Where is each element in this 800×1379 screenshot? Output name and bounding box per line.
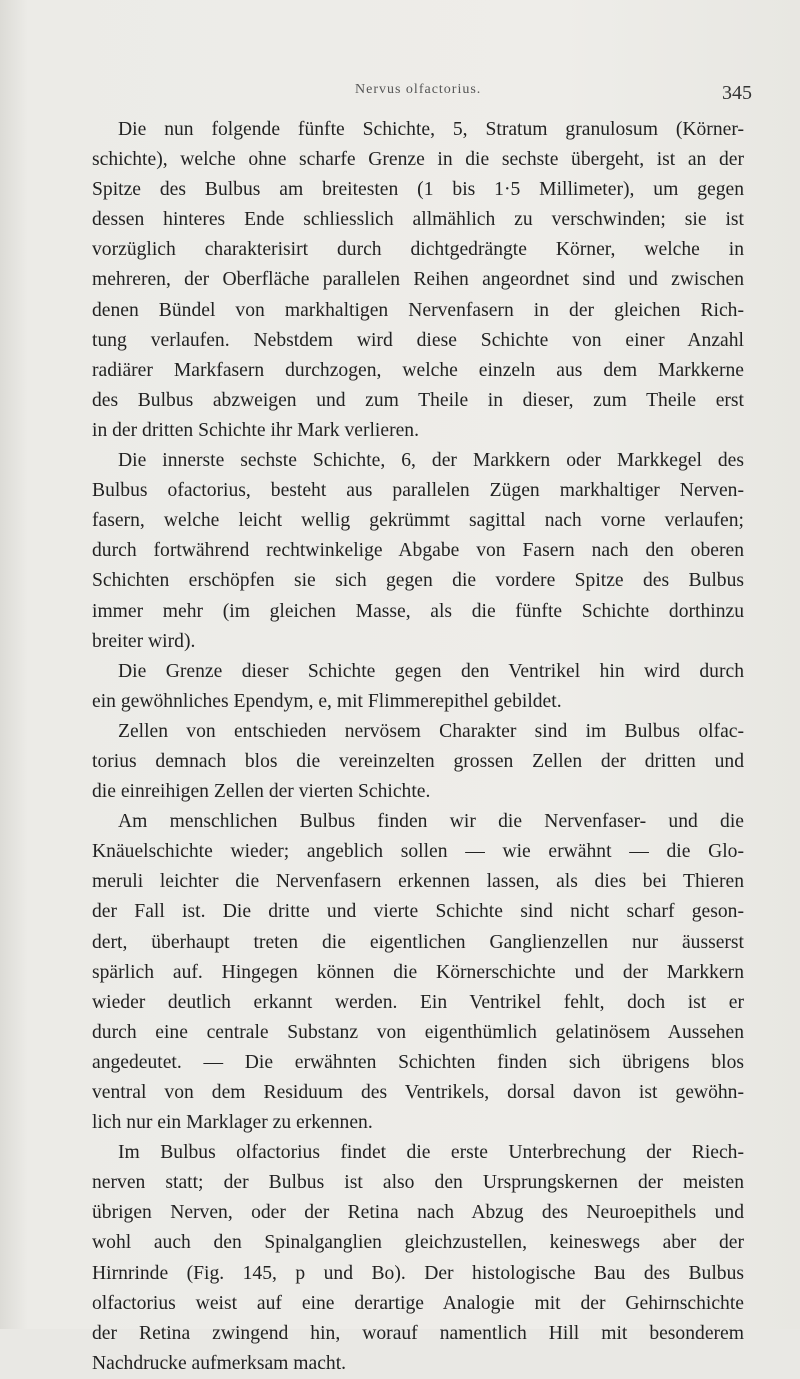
text-line: Schichten erschöpfen sie sich gegen die vordere Spitze des Bulbus: [92, 570, 744, 592]
text-line: radiärer Markfasern durchzogen, welche einzeln aus dem Markkerne: [92, 359, 744, 381]
text-line: angedeutet. — Die erwähnten Schichten finden sich übrigens blos: [92, 1051, 744, 1073]
text-line: torius demnach blos die vereinzelten grossen Zellen der dritten und: [92, 750, 744, 772]
text-line: Hirnrinde (Fig. 145, p und Bo). Der histologische Bau des Bulbus: [92, 1262, 744, 1284]
text-line: vorzüglich charakterisirt durch dichtgedrängte Körner, welche in: [92, 239, 744, 261]
text-line: nerven statt; der Bulbus ist also den Ursprungskernen der meisten: [92, 1172, 744, 1194]
text-line: dert, überhaupt treten die eigentlichen Ganglienzellen nur äusserst: [92, 931, 744, 953]
running-head: Nervus olfactorius.: [355, 82, 482, 97]
text-line: dessen hinteres Ende schliesslich allmählich zu verschwinden; sie ist: [92, 209, 744, 231]
text-line: olfactorius weist auf eine derartige Analogie mit der Gehirnschichte: [92, 1292, 744, 1314]
text-line: ein gewöhnliches Ependym, e, mit Flimmerepithel gebildet.: [92, 690, 562, 712]
text-line: lich nur ein Marklager zu erkennen.: [92, 1112, 373, 1134]
text-line: des Bulbus abzweigen und zum Theile in dieser, zum Theile erst: [92, 389, 744, 411]
text-line: Spitze des Bulbus am breitesten (1 bis 1·5 Millimeter), um gegen: [92, 179, 744, 201]
text-line: Bulbus ofactorius, besteht aus parallelen Zügen markhaltiger Nerven-: [92, 480, 744, 502]
text-line: breiter wird).: [92, 630, 196, 652]
text-line: tung verlaufen. Nebstdem wird diese Schichte von einer Anzahl: [92, 329, 744, 351]
body-text: [92, 115, 744, 1379]
text-line: Die nun folgende fünfte Schichte, 5, Stratum granulosum (Körner-: [118, 119, 744, 140]
text-line: wieder deutlich erkannt werden. Ein Ventrikel fehlt, doch ist er: [92, 991, 744, 1013]
text-line: Am menschlichen Bulbus finden wir die Nervenfaser- und die: [118, 811, 744, 833]
text-line: schichte), welche ohne scharfe Grenze in die sechste übergeht, ist an der: [92, 149, 744, 171]
text-line: in der dritten Schichte ihr Mark verlieren.: [92, 419, 419, 441]
text-line: durch eine centrale Substanz von eigenthümlich gelatinösem Aussehen: [92, 1021, 744, 1043]
text-line: Die Grenze dieser Schichte gegen den Ventrikel hin wird durch: [118, 660, 744, 682]
page-number: 345: [722, 82, 752, 104]
text-line: Im Bulbus olfactorius findet die erste Unterbrechung der Riech-: [118, 1142, 744, 1164]
text-line: wohl auch den Spinalganglien gleichzustellen, keineswegs aber der: [92, 1232, 744, 1254]
text-line: Zellen von entschieden nervösem Charakter sind im Bulbus olfac-: [118, 720, 744, 742]
text-line: spärlich auf. Hingegen können die Körnerschichte und der Markkern: [92, 961, 744, 983]
text-line: die einreihigen Zellen der vierten Schichte.: [92, 781, 431, 803]
text-line: mehreren, der Oberfläche parallelen Reihen angeordnet sind und zwischen: [92, 269, 744, 291]
text-line: übrigen Nerven, oder der Retina nach Abzug des Neuroepithels und: [92, 1202, 744, 1224]
text-line: immer mehr (im gleichen Masse, als die fünfte Schichte dorthinzu: [92, 600, 744, 622]
text-line: der Retina zwingend hin, worauf namentlich Hill mit besonderem: [92, 1322, 744, 1344]
text-line: Nachdrucke aufmerksam macht.: [92, 1352, 347, 1374]
page-header: [0, 82, 800, 112]
text-line: der Fall ist. Die dritte und vierte Schichte sind nicht scharf geson-: [92, 901, 744, 923]
text-line: denen Bündel von markhaltigen Nervenfasern in der gleichen Rich-: [92, 299, 744, 321]
text-line: Die innerste sechste Schichte, 6, der Markkern oder Markkegel des: [118, 450, 744, 472]
text-line: meruli leichter die Nervenfasern erkennen lassen, als dies bei Thieren: [92, 871, 744, 893]
text-line: ventral von dem Residuum des Ventrikels, dorsal davon ist gewöhn-: [92, 1082, 744, 1103]
text-line: fasern, welche leicht wellig gekrümmt sagittal nach vorne verlaufen;: [92, 510, 744, 532]
text-line: durch fortwährend rechtwinkelige Abgabe von Fasern nach den oberen: [92, 540, 744, 562]
text-line: Knäuelschichte wieder; angeblich sollen — wie erwähnt — die Glo-: [92, 841, 744, 863]
